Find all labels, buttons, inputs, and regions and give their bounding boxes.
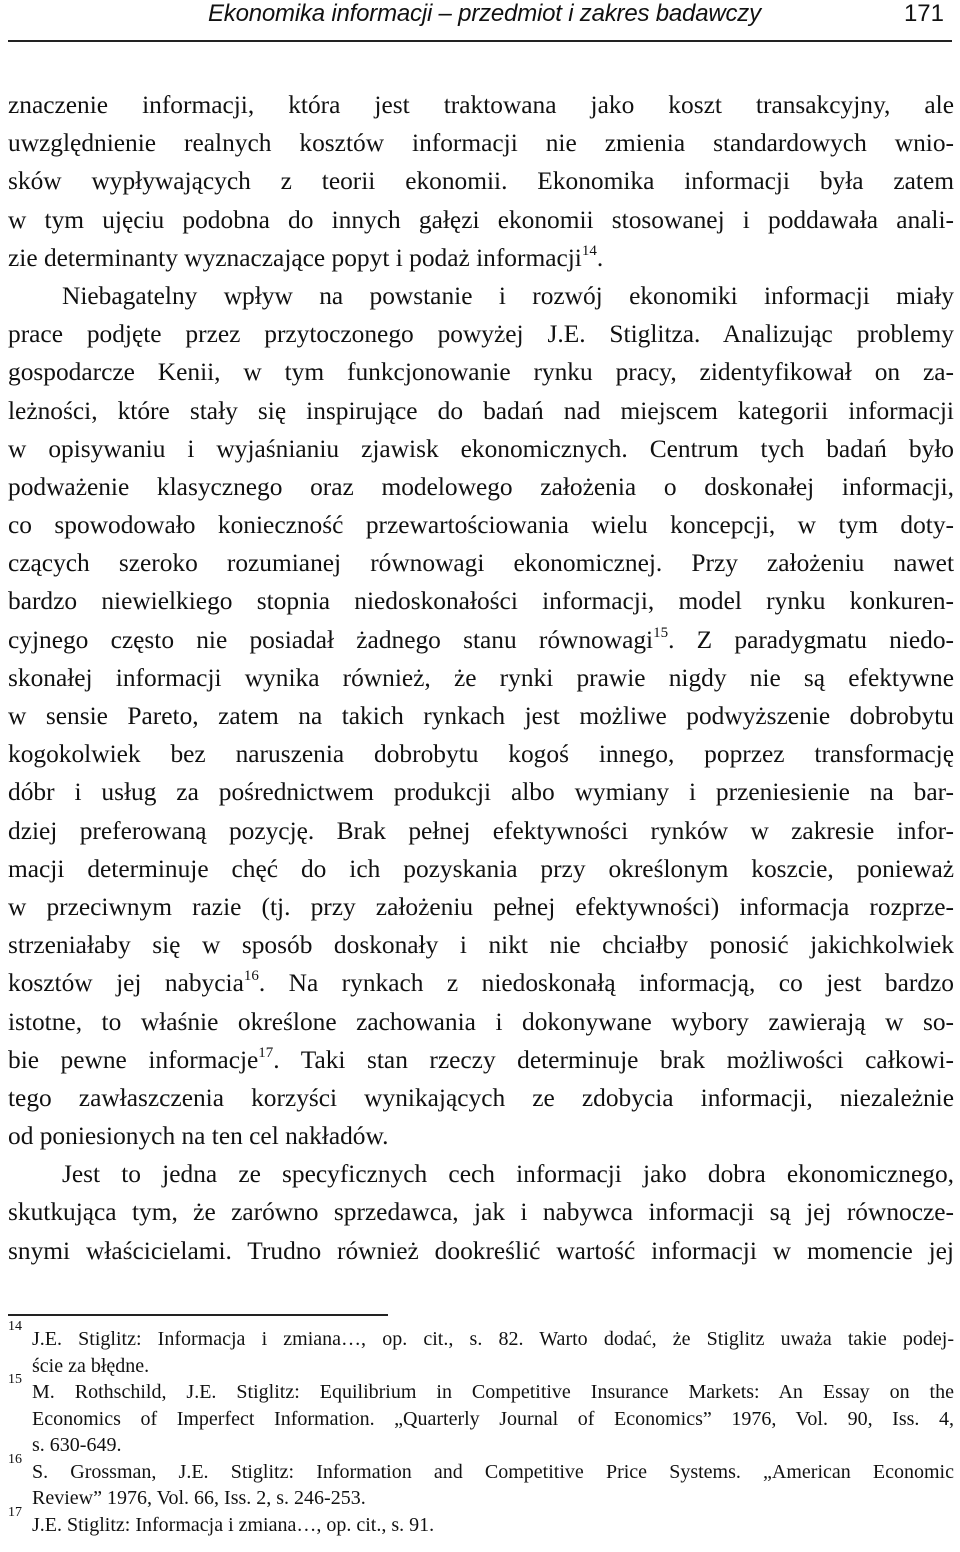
text-line: macji determinuje chęć do ich pozyskania przy określonym koszcie, ponieważ: [8, 854, 954, 883]
footnote-number: 14: [8, 1319, 22, 1334]
text-line: [8, 239, 954, 277]
text-fragment: kosztów jej nabycia: [8, 969, 244, 998]
text-line: [8, 964, 954, 1002]
text-line: od poniesionych na ten cel nakładów.: [8, 1122, 389, 1151]
text-line: w przeciwnym razie (tj. przy założeniu pełnej efektywności) informacja rozprze-: [8, 892, 954, 921]
text-line: Niebagatelny wpływ na powstanie i rozwój ekonomiki informacji miały: [62, 281, 954, 310]
text-line: tego zawłaszczenia korzyści wynikających ze zdobycia informacji, niezależnie: [8, 1083, 954, 1112]
footnote-line: s. 630-649.: [32, 1434, 122, 1456]
body-text: [8, 86, 954, 1270]
text-line: skonałej informacji wynika również, że rynki prawie nigdy nie są efektywne: [8, 663, 954, 692]
footnote-line: ście za błędne.: [32, 1354, 150, 1377]
text-line: co spowodowało konieczność przewartościowania wielu koncepcji, w tym doty-: [8, 511, 954, 540]
text-fragment: .: [596, 243, 604, 272]
text-fragment: cyjnego często nie posiadał żadnego stanu równowagi: [8, 625, 654, 654]
text-line: leżności, które stały się inspirujące do badań nad miejscem kategorii informacji: [8, 396, 954, 425]
text-fragment: . Z paradygmatu niedo-: [668, 625, 954, 654]
text-line: [8, 621, 954, 659]
text-line: sków wypływających z teorii ekonomii. Ekonomika informacji była zatem: [8, 167, 954, 196]
footnote-separator: [8, 1314, 388, 1316]
text-fragment: zie determinanty wyznaczające popyt i podaż informacji: [8, 243, 582, 272]
page-number: 171: [903, 0, 944, 27]
text-line: uwzględnienie realnych kosztów informacji nie zmienia standardowych wnio-: [8, 129, 954, 158]
footnote-16: [8, 1451, 954, 1512]
footnotes: [8, 1319, 954, 1538]
text-line: Jest to jedna ze specyficznych cech informacji jako dobra ekonomicznego,: [62, 1160, 954, 1189]
text-line: w tym ujęciu podobna do innych gałęzi ekonomii stosowanej i poddawała anali-: [8, 205, 954, 234]
text-line: w sensie Pareto, zatem na takich rynkach jest możliwe podwyższenie dobrobytu: [8, 702, 954, 730]
running-header: [8, 0, 952, 42]
footnote-ref-17[interactable]: 17: [258, 1044, 274, 1061]
text-line: dziej preferowaną pozycję. Brak pełnej efektywności rynków w zakresie infor-: [8, 816, 954, 845]
footnote-ref-14[interactable]: 14: [581, 242, 597, 259]
footnote-number: 15: [8, 1372, 22, 1387]
footnote-15: [8, 1372, 954, 1459]
text-fragment: . Taki stan rzeczy determinuje brak możliwości całkowi-: [273, 1045, 954, 1074]
footnote-line: J.E. Stiglitz: Informacja i zmiana…, op. cit., s. 82. Warto dodać, że Stiglitz uważa takie podej-: [32, 1328, 954, 1350]
text-line: bardzo niewielkiego stopnia niedoskonałości informacji, model rynku konkuren-: [8, 587, 954, 616]
text-line: prace podjęte przez przytoczonego powyżej J.E. Stiglitza. Analizując problemy: [8, 320, 954, 349]
text-line: czących szeroko rozumianej równowagi ekonomicznej. Przy założeniu nawet: [8, 549, 954, 578]
text-line: istotne, to właśnie określone zachowania i dokonywane wybory zawierają w so-: [8, 1007, 954, 1036]
text-line: gospodarcze Kenii, w tym funkcjonowanie rynku pracy, zidentyfikował on za-: [8, 358, 954, 387]
text-fragment: bie pewne informacje: [8, 1045, 259, 1074]
text-line: snymi właścicielami. Trudno również dookreślić wartość informacji w momencie jej: [8, 1236, 954, 1265]
footnote-ref-16[interactable]: 16: [243, 968, 259, 985]
footnote-number: 17: [8, 1504, 22, 1520]
text-line: skutkująca tym, że zarówno sprzedawca, jak i nabywca informacji są jej równocze-: [8, 1198, 954, 1227]
footnote-line: Review” 1976, Vol. 66, Iss. 2, s. 246-253.: [32, 1487, 366, 1509]
running-header-title: Ekonomika informacji – przedmiot i zakres badawczy: [208, 0, 761, 27]
footnote-14: [8, 1319, 954, 1379]
footnote-number: 16: [8, 1451, 22, 1467]
footnote-line: Economics of Imperfect Information. „Quarterly Journal of Economics” 1976, Vol. 90, Iss. 4,: [32, 1407, 954, 1430]
text-line: kogokolwiek bez naruszenia dobrobytu kogoś innego, poprzez transformację: [8, 740, 954, 769]
footnote-line: S. Grossman, J.E. Stiglitz: Information and Competitive Price Systems. „American Economic: [32, 1460, 954, 1483]
text-line: [8, 1041, 954, 1079]
text-line: podważenie klasycznego oraz modelowego założenia o doskonałej informacji,: [8, 472, 954, 501]
text-line: w opisywaniu i wyjaśnianiu zjawisk ekonomicznych. Centrum tych badań było: [8, 434, 954, 463]
footnote-17: [8, 1504, 954, 1539]
text-fragment: . Na rynkach z niedoskonałą informacją, co jest bardzo: [258, 969, 954, 998]
footnote-line: M. Rothschild, J.E. Stiglitz: Equilibrium in Competitive Insurance Markets: An Essay on the: [32, 1381, 954, 1403]
footnote-line: J.E. Stiglitz: Informacja i zmiana…, op. cit., s. 91.: [32, 1513, 435, 1536]
footnote-ref-15[interactable]: 15: [653, 624, 669, 641]
text-line: strzeniałaby się w sposób doskonały i nikt nie chciałby ponosić jakichkolwiek: [8, 931, 954, 960]
text-line: znaczenie informacji, która jest traktowana jako koszt transakcyjny, ale: [8, 91, 954, 119]
text-line: dóbr i usług za pośrednictwem produkcji albo wymiany i przeniesienie na bar-: [8, 778, 954, 807]
